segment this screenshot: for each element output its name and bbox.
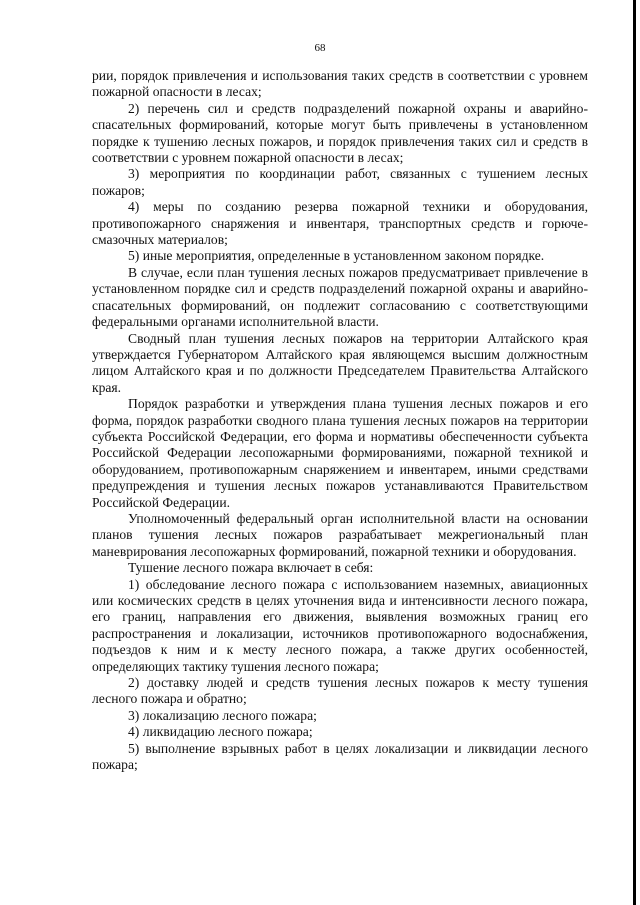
paragraph: 1) обследование лесного пожара с использованием наземных, авиационных или космических средств в целях уточнения вида и интенсивности лесного пожара, его границ, направления его движения, выявления возможных границ его распространения и локализации, источников противопожарного водоснабжения, подъездов к ним и к месту лесного пожара, а также других особенностей, определяющих тактику тушения лесного пожара;	[92, 576, 588, 674]
paragraph: 4) ликвидацию лесного пожара;	[128, 724, 313, 740]
paragraph: Уполномоченный федеральный орган исполнительной власти на основании планов тушения лесных пожаров разрабатывает межрегиональный план маневрирования лесопожарных формирований, пожарной техники и оборудования.	[92, 510, 588, 559]
paragraph: 5) выполнение взрывных работ в целях локализации и ликвидации лесного пожара;	[92, 740, 588, 773]
paragraph: Тушение лесного пожара включает в себя:	[128, 560, 374, 576]
paragraph: В случае, если план тушения лесных пожаров предусматривает привлечение в установленном порядке сил и средств подразделений пожарной охраны и аварийно-спасательных формирований, он подлежит согласованию с соответствующими федеральными органами исполнительной власти.	[92, 264, 588, 330]
paragraph: 4) меры по созданию резерва пожарной техники и оборудования, противопожарного снаряжения и инвентаря, транспортных средств и горюче-смазочных материалов;	[92, 199, 588, 248]
scan-edge-line	[633, 0, 636, 905]
paragraph: 2) доставку людей и средств тушения лесных пожаров к месту тушения лесного пожара и обратно;	[92, 675, 588, 707]
page-number: 68	[314, 42, 326, 54]
paragraph: Порядок разработки и утверждения плана тушения лесных пожаров и его форма, порядок разработки сводного плана тушения лесных пожаров на территории субъекта Российской Федерации, его форма и нормативы обеспеченности субъекта Российской Федерации лесопожарными формированиями, пожарной техникой и оборудованием, противопожарным снаряжением и инвентарем, иными средствами предупреждения и тушения лесных пожаров устанавливаются Правительством Российской Федерации.	[92, 396, 588, 510]
paragraph: 3) мероприятия по координации работ, связанных с тушением лесных пожаров;	[92, 166, 588, 198]
document-body	[92, 68, 588, 773]
paragraph: 3) локализацию лесного пожара;	[128, 707, 317, 723]
paragraph: 2) перечень сил и средств подразделений пожарной охраны и аварийно-спасательных формирований, которые могут быть привлечены в установленном порядке к тушению лесных пожаров, и порядок привлечения таких сил и средств в соответствии с уровнем пожарной опасности в лесах;	[92, 100, 588, 166]
paragraph: рии, порядок привлечения и использования таких средств в соответствии с уровнем пожарной опасности в лесах;	[92, 68, 588, 100]
paragraph: 5) иные мероприятия, определенные в установленном законом порядке.	[128, 248, 545, 264]
paragraph: Сводный план тушения лесных пожаров на территории Алтайского края утверждается Губернатором Алтайского края являющемся высшим должностным лицом Алтайского края и по должности Председателем Правительства Алтайского края.	[92, 330, 588, 395]
